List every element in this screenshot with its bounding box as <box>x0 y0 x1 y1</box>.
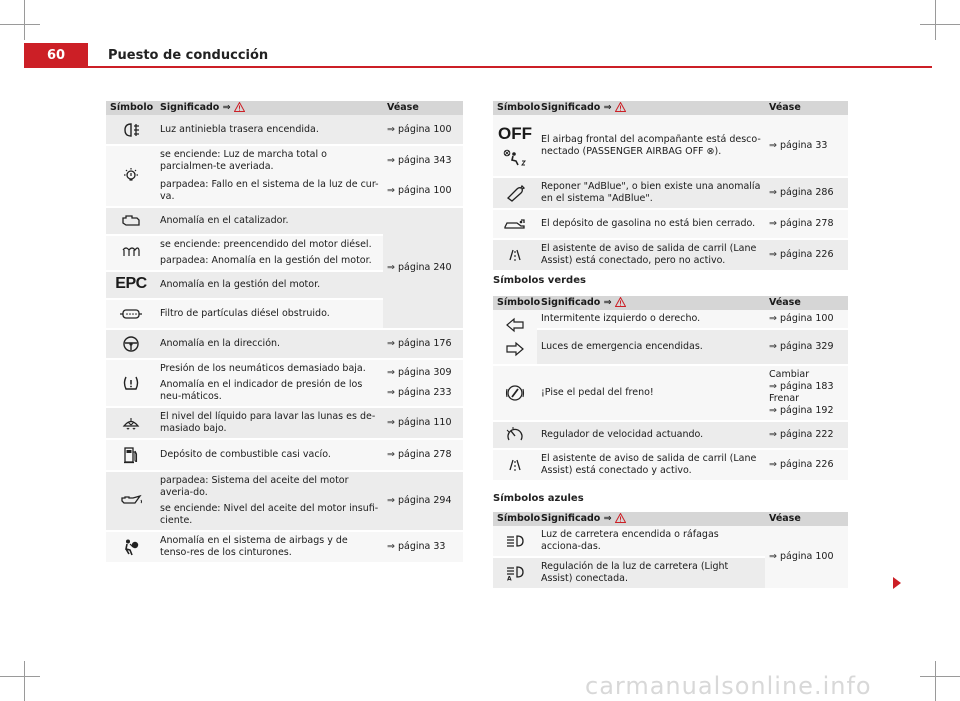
diesel-particulate-filter-icon <box>106 299 156 329</box>
fuel-pump-icon <box>106 439 156 471</box>
table-row <box>106 115 463 145</box>
row-meaning: Anomalía en la gestión del motor. <box>156 271 383 299</box>
row-meaning: ¡Pise el pedal del freno! <box>537 365 765 421</box>
table-header <box>493 101 848 115</box>
page-reference: ⇒ página 176 <box>383 329 463 359</box>
col-see: Véase <box>383 101 463 115</box>
page-reference: ⇒ página 100 <box>383 115 463 145</box>
table-row <box>493 421 848 449</box>
col-see: Véase <box>765 296 848 310</box>
row-meaning: Filtro de partículas diésel obstruido. <box>156 299 383 329</box>
row-meaning: Intermitente izquierdo o derecho. <box>537 310 765 329</box>
blue-symbols-heading: Símbolos azules <box>493 493 584 504</box>
header-rule <box>24 66 932 68</box>
row-meaning: El asistente de aviso de salida de carril (Lane Assist) está conectado, pero no activo. <box>537 239 765 270</box>
table-row <box>493 115 848 177</box>
page-reference: ⇒ página 286 <box>765 177 848 209</box>
col-meaning: Significado ⇒ <box>537 101 765 115</box>
lane-assist-icon <box>493 239 537 270</box>
page-number: 60 <box>24 43 88 67</box>
row-meaning: Regulación de la luz de carretera (Light Assist) conectada. <box>537 557 765 588</box>
table-header <box>493 296 848 310</box>
col-see: Véase <box>765 512 848 526</box>
page-title: Puesto de conducción <box>108 48 269 63</box>
table-row <box>493 526 848 557</box>
turn-signal-icon <box>493 310 537 365</box>
warning-triangle-icon <box>615 513 626 523</box>
continue-arrow-icon <box>893 577 901 589</box>
table-row <box>106 439 463 471</box>
oil-can-icon <box>106 471 156 531</box>
page-reference: ⇒ página 226 <box>765 239 848 270</box>
row-meaning: Presión de los neumáticos demasiado baja. Anomalía en el indicador de presión de los neu-máticos. <box>156 359 383 407</box>
page-reference: ⇒ página 309 ⇒ página 233 <box>383 359 463 407</box>
row-meaning: El airbag frontal del acompañante está desco-nectado (PASSENGER AIRBAG OFF ⊗). <box>537 115 765 177</box>
page-reference: ⇒ página 343 ⇒ página 100 <box>383 145 463 207</box>
table-row <box>106 329 463 359</box>
table-row <box>493 177 848 209</box>
epc-icon: EPC <box>106 271 156 299</box>
row-meaning: Regulador de velocidad actuando. <box>537 421 765 449</box>
col-symbol: Símbolo <box>493 512 537 526</box>
row-meaning: Reponer "AdBlue", o bien existe una anomalía en el sistema "AdBlue". <box>537 177 765 209</box>
col-symbol: Símbolo <box>493 101 537 115</box>
rear-fog-light-icon <box>106 115 156 145</box>
row-meaning: se enciende: Luz de marcha total o parcialmen-te averiada. parpadea: Fallo en el sistema de la luz de cur-va. <box>156 145 383 207</box>
table-header <box>493 512 848 526</box>
table-row <box>493 449 848 480</box>
page-reference: ⇒ página 278 <box>383 439 463 471</box>
table-row <box>493 209 848 239</box>
page-header <box>0 0 960 70</box>
steering-icon <box>106 329 156 359</box>
page-reference: ⇒ página 240 <box>383 207 463 329</box>
watermark: carmanualsonline.info <box>585 672 872 700</box>
green-symbols-heading: Símbolos verdes <box>493 275 586 286</box>
washer-fluid-icon <box>106 407 156 439</box>
engine-catalyst-icon <box>106 207 156 235</box>
row-meaning: El depósito de gasolina no está bien cerrado. <box>537 209 765 239</box>
high-beam-icon <box>493 526 537 557</box>
right-symbol-table <box>493 101 848 270</box>
left-symbol-table <box>106 101 463 562</box>
fuel-cap-icon <box>493 209 537 239</box>
page-reference: ⇒ página 33 <box>383 531 463 562</box>
row-meaning: Luz antiniebla trasera encendida. <box>156 115 383 145</box>
crop-mark <box>0 676 40 677</box>
adblue-icon <box>493 177 537 209</box>
col-see: Véase <box>765 101 848 115</box>
table-row <box>106 531 463 562</box>
row-meaning: parpadea: Sistema del aceite del motor averia-do. se enciende: Nivel del aceite del motor insufi-ciente. <box>156 471 383 531</box>
page-reference: ⇒ página 100 <box>765 526 848 588</box>
warning-triangle-icon <box>615 102 626 112</box>
page-reference: ⇒ página 222 <box>765 421 848 449</box>
row-meaning: Depósito de combustible casi vacío. <box>156 439 383 471</box>
row-meaning: Luces de emergencia encendidas. <box>537 329 765 365</box>
page-reference: ⇒ página 226 <box>765 449 848 480</box>
row-meaning: Anomalía en el catalizador. <box>156 207 383 235</box>
page-reference: ⇒ página 100 <box>765 310 848 329</box>
page-reference: ⇒ página 329 <box>765 329 848 365</box>
crop-mark <box>920 676 960 677</box>
warning-triangle-icon <box>234 102 245 112</box>
crop-mark <box>24 661 25 701</box>
page-reference: ⇒ página 33 <box>765 115 848 177</box>
light-assist-icon <box>493 557 537 588</box>
blue-symbol-table <box>493 512 848 588</box>
row-meaning: Luz de carretera encendida o ráfagas acciona-das. <box>537 526 765 557</box>
crop-mark <box>935 661 936 701</box>
brake-pedal-icon <box>493 365 537 421</box>
col-symbol: Símbolo <box>493 296 537 310</box>
col-meaning: Significado ⇒ <box>537 296 765 310</box>
airbag-icon <box>106 531 156 562</box>
lane-assist-active-icon <box>493 449 537 480</box>
row-meaning: Anomalía en la dirección. <box>156 329 383 359</box>
table-row <box>493 239 848 270</box>
table-row <box>106 407 463 439</box>
page-reference: Cambiar ⇒ página 183 Frenar ⇒ página 192 <box>765 365 848 421</box>
green-symbol-table <box>493 296 848 480</box>
tyre-pressure-icon <box>106 359 156 407</box>
passenger-airbag-off-icon: OFF <box>493 115 537 177</box>
col-meaning: Significado ⇒ <box>537 512 765 526</box>
warning-triangle-icon <box>615 297 626 307</box>
table-row <box>493 329 848 365</box>
cruise-control-icon <box>493 421 537 449</box>
page-reference: ⇒ página 278 <box>765 209 848 239</box>
row-meaning: Anomalía en el sistema de airbags y de tenso-res de los cinturones. <box>156 531 383 562</box>
glow-plug-icon <box>106 235 156 271</box>
table-row <box>106 145 463 207</box>
row-meaning: El asistente de aviso de salida de carril (Lane Assist) está conectado y activo. <box>537 449 765 480</box>
svg-text:A: A <box>507 575 512 581</box>
row-meaning: se enciende: preencendido del motor diésel. parpadea: Anomalía en la gestión del motor. <box>156 235 383 271</box>
light-bulb-fault-icon <box>106 145 156 207</box>
table-row <box>493 365 848 421</box>
page-reference: ⇒ página 110 <box>383 407 463 439</box>
table-row <box>493 310 848 329</box>
table-row <box>106 359 463 407</box>
col-symbol: Símbolo <box>106 101 156 115</box>
table-row <box>106 471 463 531</box>
row-meaning: El nivel del líquido para lavar las lunas es de-masiado bajo. <box>156 407 383 439</box>
page-reference: ⇒ página 294 <box>383 471 463 531</box>
table-header <box>106 101 463 115</box>
table-row <box>106 207 463 235</box>
col-meaning: Significado ⇒ <box>156 101 383 115</box>
